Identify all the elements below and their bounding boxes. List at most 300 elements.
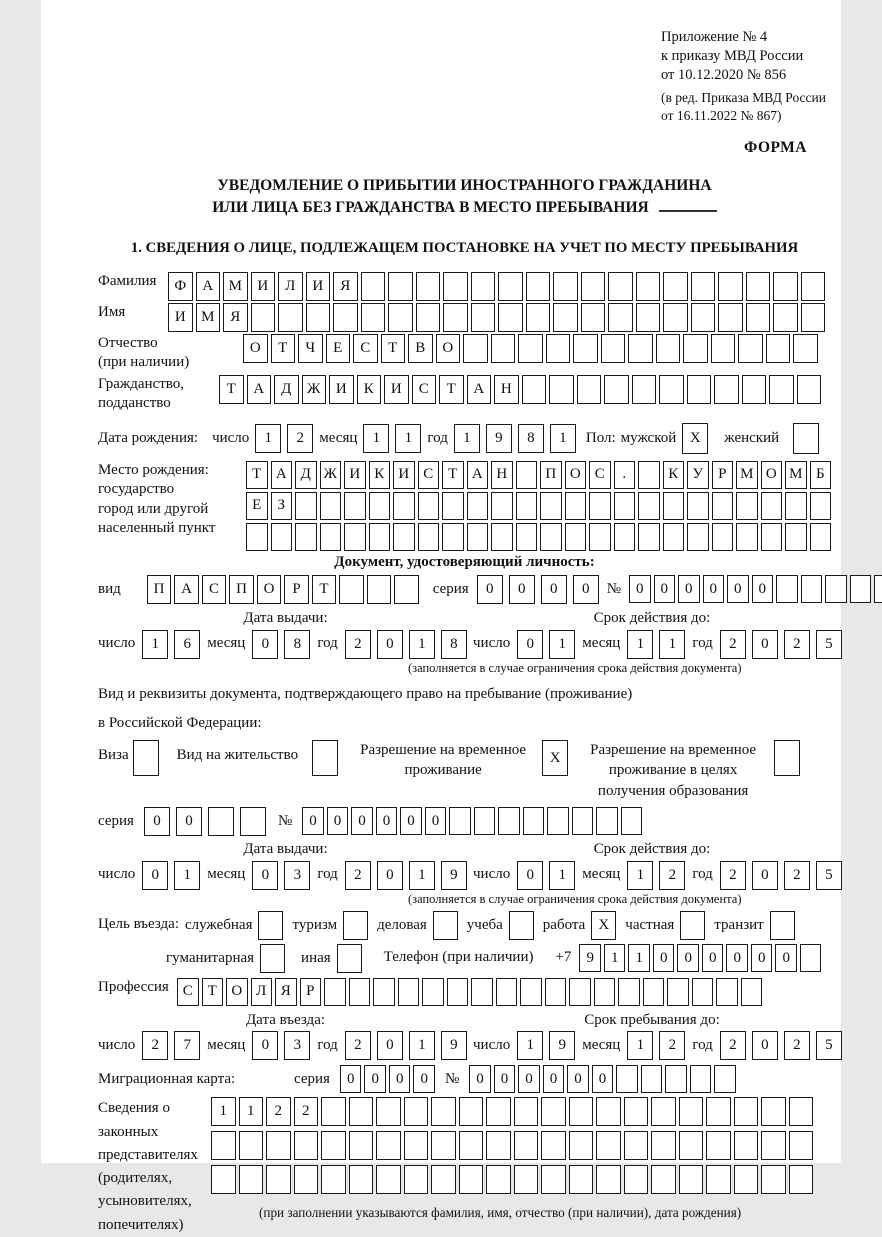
char-cell[interactable]: 1	[550, 424, 576, 453]
char-cell[interactable]: Н	[494, 375, 519, 404]
char-cell[interactable]: 1	[627, 861, 653, 890]
char-cell[interactable]: 0	[413, 1065, 435, 1093]
char-cell[interactable]: У	[687, 461, 709, 489]
char-cell[interactable]: 0	[509, 575, 535, 604]
char-cell[interactable]: 5	[816, 861, 842, 890]
char-cell[interactable]	[349, 1165, 374, 1194]
char-cell[interactable]: Р	[284, 575, 309, 604]
char-cell[interactable]	[431, 1131, 456, 1160]
char-cell[interactable]: 0	[494, 1065, 516, 1093]
char-cell[interactable]	[569, 1097, 594, 1126]
char-cell[interactable]: Б	[810, 461, 832, 489]
char-cell[interactable]	[810, 523, 832, 551]
char-cell[interactable]: М	[223, 272, 248, 301]
char-cell[interactable]: 0	[376, 807, 398, 835]
sex-male-checkbox[interactable]: X	[682, 423, 708, 454]
char-cell[interactable]	[656, 334, 681, 363]
char-cell[interactable]: Н	[491, 461, 513, 489]
char-cell[interactable]: Л	[278, 272, 303, 301]
char-cell[interactable]: 0	[702, 944, 724, 972]
char-cell[interactable]	[687, 375, 712, 404]
char-cell[interactable]: К	[357, 375, 382, 404]
char-cell[interactable]	[706, 1165, 731, 1194]
char-cell[interactable]: Т	[202, 978, 224, 1006]
char-cell[interactable]	[594, 978, 616, 1006]
char-cell[interactable]	[641, 1065, 663, 1093]
char-cell[interactable]	[690, 1065, 712, 1093]
char-cell[interactable]	[246, 523, 268, 551]
char-cell[interactable]: 5	[816, 1031, 842, 1060]
char-cell[interactable]: 0	[727, 575, 749, 603]
char-cell[interactable]	[541, 1097, 566, 1126]
purpose-work-checkbox[interactable]: X	[591, 911, 616, 940]
char-cell[interactable]	[516, 523, 538, 551]
purpose-commercial-checkbox[interactable]	[433, 911, 458, 940]
char-cell[interactable]	[761, 492, 783, 520]
char-cell[interactable]: 0	[327, 807, 349, 835]
char-cell[interactable]: 0	[142, 861, 168, 890]
char-cell[interactable]: 1	[409, 630, 435, 659]
purpose-transit-checkbox[interactable]	[770, 911, 795, 940]
char-cell[interactable]	[547, 807, 569, 835]
char-cell[interactable]: 1	[517, 1031, 543, 1060]
char-cell[interactable]	[442, 492, 464, 520]
char-cell[interactable]: И	[168, 303, 193, 332]
char-cell[interactable]: О	[761, 461, 783, 489]
char-cell[interactable]: 0	[751, 944, 773, 972]
char-cell[interactable]	[785, 492, 807, 520]
char-cell[interactable]	[621, 807, 643, 835]
char-cell[interactable]: О	[436, 334, 461, 363]
char-cell[interactable]: 9	[441, 1031, 467, 1060]
char-cell[interactable]: 1	[255, 424, 281, 453]
char-cell[interactable]: С	[202, 575, 227, 604]
char-cell[interactable]	[295, 492, 317, 520]
char-cell[interactable]: 0	[400, 807, 422, 835]
char-cell[interactable]: 1	[395, 424, 421, 453]
char-cell[interactable]: 0	[469, 1065, 491, 1093]
char-cell[interactable]	[474, 807, 496, 835]
char-cell[interactable]	[618, 978, 640, 1006]
char-cell[interactable]	[294, 1165, 319, 1194]
char-cell[interactable]: А	[247, 375, 272, 404]
char-cell[interactable]: Ф	[168, 272, 193, 301]
char-cell[interactable]: 2	[659, 1031, 685, 1060]
char-cell[interactable]	[541, 1131, 566, 1160]
char-cell[interactable]: Т	[442, 461, 464, 489]
char-cell[interactable]	[663, 272, 688, 301]
visa-checkbox[interactable]	[133, 740, 159, 776]
char-cell[interactable]: 2	[720, 861, 746, 890]
char-cell[interactable]: 9	[486, 424, 512, 453]
char-cell[interactable]	[632, 375, 657, 404]
char-cell[interactable]	[449, 807, 471, 835]
char-cell[interactable]	[442, 523, 464, 551]
char-cell[interactable]	[651, 1165, 676, 1194]
char-cell[interactable]: 0	[351, 807, 373, 835]
temp-residence-edu-checkbox[interactable]	[774, 740, 800, 776]
char-cell[interactable]	[321, 1131, 346, 1160]
char-cell[interactable]	[486, 1097, 511, 1126]
char-cell[interactable]: С	[177, 978, 199, 1006]
char-cell[interactable]	[498, 272, 523, 301]
char-cell[interactable]	[295, 523, 317, 551]
char-cell[interactable]: 0	[629, 575, 651, 603]
char-cell[interactable]	[572, 807, 594, 835]
char-cell[interactable]	[801, 272, 826, 301]
char-cell[interactable]	[667, 978, 689, 1006]
char-cell[interactable]: 2	[345, 861, 371, 890]
char-cell[interactable]	[810, 492, 832, 520]
char-cell[interactable]: 2	[345, 1031, 371, 1060]
char-cell[interactable]	[376, 1097, 401, 1126]
char-cell[interactable]	[431, 1165, 456, 1194]
char-cell[interactable]	[388, 303, 413, 332]
char-cell[interactable]: 3	[284, 861, 310, 890]
char-cell[interactable]: 0	[477, 575, 503, 604]
char-cell[interactable]: Т	[246, 461, 268, 489]
char-cell[interactable]	[266, 1165, 291, 1194]
char-cell[interactable]	[526, 272, 551, 301]
char-cell[interactable]	[546, 334, 571, 363]
char-cell[interactable]: Ж	[320, 461, 342, 489]
char-cell[interactable]	[471, 272, 496, 301]
char-cell[interactable]	[691, 272, 716, 301]
char-cell[interactable]	[393, 492, 415, 520]
char-cell[interactable]: Е	[326, 334, 351, 363]
char-cell[interactable]: И	[329, 375, 354, 404]
char-cell[interactable]	[320, 523, 342, 551]
char-cell[interactable]	[734, 1131, 759, 1160]
char-cell[interactable]: 2	[784, 1031, 810, 1060]
char-cell[interactable]: 2	[142, 1031, 168, 1060]
char-cell[interactable]	[614, 492, 636, 520]
char-cell[interactable]	[761, 1131, 786, 1160]
char-cell[interactable]	[712, 523, 734, 551]
char-cell[interactable]: С	[353, 334, 378, 363]
char-cell[interactable]: 1	[409, 1031, 435, 1060]
char-cell[interactable]	[665, 1065, 687, 1093]
purpose-humanitarian-checkbox[interactable]	[260, 944, 285, 973]
char-cell[interactable]: Я	[223, 303, 248, 332]
char-cell[interactable]	[398, 978, 420, 1006]
char-cell[interactable]	[734, 1165, 759, 1194]
char-cell[interactable]	[766, 334, 791, 363]
char-cell[interactable]	[716, 978, 738, 1006]
char-cell[interactable]	[545, 978, 567, 1006]
char-cell[interactable]	[712, 492, 734, 520]
residence-permit-checkbox[interactable]	[312, 740, 338, 776]
char-cell[interactable]	[388, 272, 413, 301]
char-cell[interactable]	[801, 575, 823, 603]
char-cell[interactable]	[569, 1165, 594, 1194]
char-cell[interactable]: 6	[174, 630, 200, 659]
char-cell[interactable]	[324, 978, 346, 1006]
char-cell[interactable]	[211, 1165, 236, 1194]
char-cell[interactable]: 9	[549, 1031, 575, 1060]
char-cell[interactable]	[679, 1131, 704, 1160]
char-cell[interactable]	[496, 978, 518, 1006]
char-cell[interactable]	[797, 375, 822, 404]
char-cell[interactable]: .	[614, 461, 636, 489]
char-cell[interactable]: 0	[653, 944, 675, 972]
char-cell[interactable]: 3	[284, 1031, 310, 1060]
char-cell[interactable]: 0	[592, 1065, 614, 1093]
char-cell[interactable]	[306, 303, 331, 332]
char-cell[interactable]	[692, 978, 714, 1006]
char-cell[interactable]	[604, 375, 629, 404]
char-cell[interactable]	[498, 807, 520, 835]
char-cell[interactable]: И	[384, 375, 409, 404]
char-cell[interactable]	[789, 1131, 814, 1160]
char-cell[interactable]	[514, 1165, 539, 1194]
char-cell[interactable]	[687, 523, 709, 551]
char-cell[interactable]	[431, 1097, 456, 1126]
char-cell[interactable]: М	[196, 303, 221, 332]
char-cell[interactable]: А	[174, 575, 199, 604]
char-cell[interactable]	[679, 1097, 704, 1126]
char-cell[interactable]: П	[229, 575, 254, 604]
char-cell[interactable]	[616, 1065, 638, 1093]
char-cell[interactable]: 2	[345, 630, 371, 659]
char-cell[interactable]	[683, 334, 708, 363]
char-cell[interactable]	[789, 1165, 814, 1194]
char-cell[interactable]	[874, 575, 882, 603]
char-cell[interactable]: 1	[627, 630, 653, 659]
char-cell[interactable]	[663, 492, 685, 520]
char-cell[interactable]	[793, 334, 818, 363]
char-cell[interactable]	[761, 523, 783, 551]
char-cell[interactable]	[569, 978, 591, 1006]
char-cell[interactable]	[404, 1165, 429, 1194]
char-cell[interactable]	[589, 492, 611, 520]
char-cell[interactable]	[349, 978, 371, 1006]
char-cell[interactable]: 1	[628, 944, 650, 972]
char-cell[interactable]	[514, 1097, 539, 1126]
char-cell[interactable]	[706, 1131, 731, 1160]
char-cell[interactable]	[491, 523, 513, 551]
char-cell[interactable]	[522, 375, 547, 404]
purpose-private-checkbox[interactable]	[680, 911, 705, 940]
char-cell[interactable]: 0	[144, 807, 170, 836]
char-cell[interactable]: 1	[409, 861, 435, 890]
char-cell[interactable]: 0	[573, 575, 599, 604]
char-cell[interactable]	[361, 272, 386, 301]
char-cell[interactable]	[734, 1097, 759, 1126]
char-cell[interactable]	[540, 523, 562, 551]
char-cell[interactable]: 0	[377, 1031, 403, 1060]
char-cell[interactable]: Л	[251, 978, 273, 1006]
char-cell[interactable]: 2	[659, 861, 685, 890]
char-cell[interactable]	[498, 303, 523, 332]
char-cell[interactable]	[443, 272, 468, 301]
char-cell[interactable]	[294, 1131, 319, 1160]
char-cell[interactable]: 0	[389, 1065, 411, 1093]
char-cell[interactable]: 0	[752, 630, 778, 659]
char-cell[interactable]	[266, 1131, 291, 1160]
char-cell[interactable]	[526, 303, 551, 332]
char-cell[interactable]: О	[243, 334, 268, 363]
char-cell[interactable]: 0	[252, 861, 278, 890]
char-cell[interactable]	[643, 978, 665, 1006]
char-cell[interactable]	[540, 492, 562, 520]
char-cell[interactable]	[638, 492, 660, 520]
char-cell[interactable]	[393, 523, 415, 551]
char-cell[interactable]	[459, 1131, 484, 1160]
char-cell[interactable]	[569, 1131, 594, 1160]
char-cell[interactable]	[369, 523, 391, 551]
char-cell[interactable]: 0	[752, 1031, 778, 1060]
char-cell[interactable]: К	[369, 461, 391, 489]
char-cell[interactable]	[624, 1097, 649, 1126]
char-cell[interactable]: 0	[377, 630, 403, 659]
char-cell[interactable]	[520, 978, 542, 1006]
char-cell[interactable]: Ч	[298, 334, 323, 363]
char-cell[interactable]	[651, 1097, 676, 1126]
char-cell[interactable]	[736, 523, 758, 551]
char-cell[interactable]: 0	[541, 575, 567, 604]
char-cell[interactable]: Т	[271, 334, 296, 363]
char-cell[interactable]	[518, 334, 543, 363]
char-cell[interactable]	[624, 1165, 649, 1194]
char-cell[interactable]: М	[736, 461, 758, 489]
char-cell[interactable]	[376, 1131, 401, 1160]
char-cell[interactable]: Т	[219, 375, 244, 404]
char-cell[interactable]: 0	[654, 575, 676, 603]
char-cell[interactable]	[541, 1165, 566, 1194]
char-cell[interactable]: 1	[211, 1097, 236, 1126]
char-cell[interactable]: 7	[174, 1031, 200, 1060]
char-cell[interactable]	[736, 492, 758, 520]
char-cell[interactable]	[251, 303, 276, 332]
char-cell[interactable]	[239, 1131, 264, 1160]
char-cell[interactable]: 1	[142, 630, 168, 659]
char-cell[interactable]	[785, 523, 807, 551]
char-cell[interactable]	[404, 1131, 429, 1160]
char-cell[interactable]	[514, 1131, 539, 1160]
char-cell[interactable]	[321, 1097, 346, 1126]
char-cell[interactable]	[471, 978, 493, 1006]
char-cell[interactable]: 0	[518, 1065, 540, 1093]
char-cell[interactable]: 0	[517, 861, 543, 890]
char-cell[interactable]: 0	[252, 630, 278, 659]
char-cell[interactable]	[663, 303, 688, 332]
char-cell[interactable]: М	[785, 461, 807, 489]
char-cell[interactable]	[741, 978, 763, 1006]
char-cell[interactable]: А	[196, 272, 221, 301]
char-cell[interactable]	[746, 272, 771, 301]
char-cell[interactable]: Я	[333, 272, 358, 301]
char-cell[interactable]: 0	[703, 575, 725, 603]
char-cell[interactable]: Р	[300, 978, 322, 1006]
char-cell[interactable]	[573, 334, 598, 363]
char-cell[interactable]	[691, 303, 716, 332]
char-cell[interactable]: 0	[252, 1031, 278, 1060]
char-cell[interactable]	[761, 1097, 786, 1126]
char-cell[interactable]: 9	[441, 861, 467, 890]
char-cell[interactable]	[614, 523, 636, 551]
char-cell[interactable]: 1	[549, 630, 575, 659]
char-cell[interactable]	[373, 978, 395, 1006]
char-cell[interactable]: Я	[275, 978, 297, 1006]
char-cell[interactable]	[278, 303, 303, 332]
char-cell[interactable]	[565, 492, 587, 520]
char-cell[interactable]: Д	[295, 461, 317, 489]
char-cell[interactable]: Т	[439, 375, 464, 404]
char-cell[interactable]	[516, 461, 538, 489]
char-cell[interactable]	[271, 523, 293, 551]
char-cell[interactable]: 9	[579, 944, 601, 972]
char-cell[interactable]	[636, 272, 661, 301]
char-cell[interactable]: И	[393, 461, 415, 489]
char-cell[interactable]	[463, 334, 488, 363]
char-cell[interactable]: О	[257, 575, 282, 604]
char-cell[interactable]	[659, 375, 684, 404]
char-cell[interactable]: 8	[441, 630, 467, 659]
char-cell[interactable]	[239, 1165, 264, 1194]
char-cell[interactable]	[714, 1065, 736, 1093]
char-cell[interactable]: 1	[627, 1031, 653, 1060]
char-cell[interactable]: А	[271, 461, 293, 489]
char-cell[interactable]	[443, 303, 468, 332]
char-cell[interactable]: А	[467, 461, 489, 489]
char-cell[interactable]	[718, 272, 743, 301]
char-cell[interactable]	[523, 807, 545, 835]
char-cell[interactable]	[679, 1165, 704, 1194]
char-cell[interactable]	[367, 575, 392, 604]
char-cell[interactable]	[418, 492, 440, 520]
char-cell[interactable]	[663, 523, 685, 551]
char-cell[interactable]: 8	[284, 630, 310, 659]
char-cell[interactable]: О	[565, 461, 587, 489]
char-cell[interactable]	[491, 334, 516, 363]
char-cell[interactable]	[608, 272, 633, 301]
char-cell[interactable]	[404, 1097, 429, 1126]
char-cell[interactable]: 2	[287, 424, 313, 453]
char-cell[interactable]: 0	[340, 1065, 362, 1093]
char-cell[interactable]: 0	[726, 944, 748, 972]
char-cell[interactable]	[624, 1131, 649, 1160]
char-cell[interactable]: 0	[543, 1065, 565, 1093]
char-cell[interactable]	[601, 334, 626, 363]
char-cell[interactable]	[369, 492, 391, 520]
char-cell[interactable]: 1	[604, 944, 626, 972]
char-cell[interactable]	[769, 375, 794, 404]
char-cell[interactable]	[349, 1131, 374, 1160]
char-cell[interactable]	[471, 303, 496, 332]
char-cell[interactable]	[776, 575, 798, 603]
char-cell[interactable]: Т	[312, 575, 337, 604]
char-cell[interactable]: 0	[677, 944, 699, 972]
char-cell[interactable]	[628, 334, 653, 363]
char-cell[interactable]: 5	[816, 630, 842, 659]
char-cell[interactable]	[638, 461, 660, 489]
char-cell[interactable]: 2	[720, 630, 746, 659]
char-cell[interactable]	[486, 1131, 511, 1160]
char-cell[interactable]	[321, 1165, 346, 1194]
char-cell[interactable]: 0	[567, 1065, 589, 1093]
char-cell[interactable]: 1	[454, 424, 480, 453]
char-cell[interactable]: К	[663, 461, 685, 489]
char-cell[interactable]	[467, 523, 489, 551]
sex-female-checkbox[interactable]	[793, 423, 819, 454]
char-cell[interactable]: Е	[246, 492, 268, 520]
char-cell[interactable]	[742, 375, 767, 404]
char-cell[interactable]: 1	[174, 861, 200, 890]
char-cell[interactable]	[773, 303, 798, 332]
char-cell[interactable]: Д	[274, 375, 299, 404]
char-cell[interactable]	[711, 334, 736, 363]
